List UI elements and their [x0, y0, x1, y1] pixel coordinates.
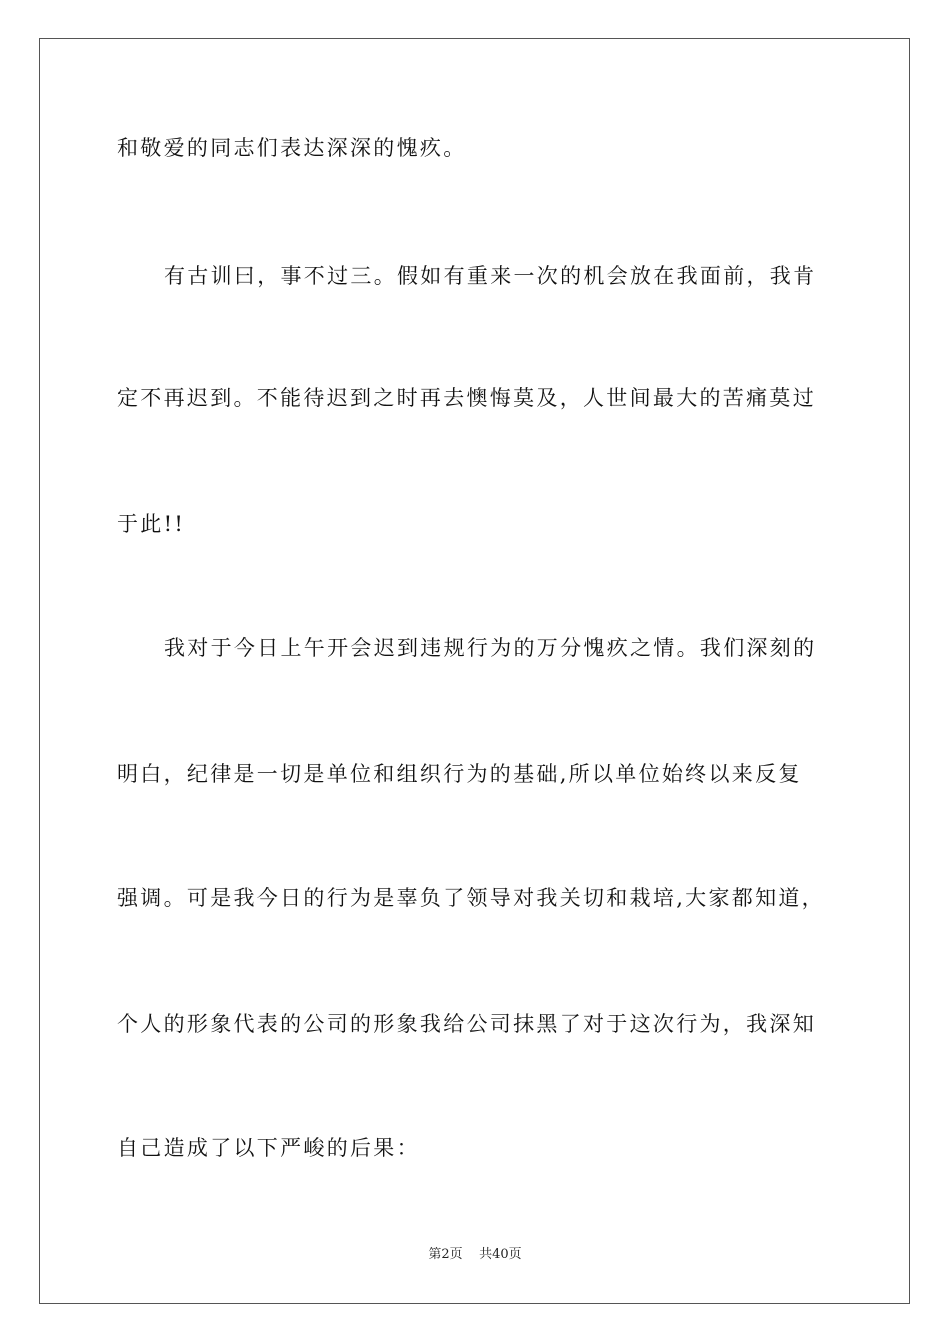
- total-pages: 共40页: [479, 1247, 522, 1262]
- paragraph-line-7: 强调。可是我今日的行为是辜负了领导对我关切和栽培,大家都知道，: [117, 886, 825, 910]
- page-footer: [0, 1246, 950, 1264]
- paragraph-line-1: 和敬爱的同志们表达深深的愧疚。: [117, 136, 467, 160]
- paragraph-line-8: 个人的形象代表的公司的形象我给公司抹黑了对于这次行为，我深知: [117, 1012, 816, 1036]
- page-border: [39, 38, 910, 1304]
- paragraph-line-6: 明白，纪律是一切是单位和组织行为的基础,所以单位始终以来反复: [117, 762, 802, 786]
- paragraph-line-9: 自己造成了以下严峻的后果：: [117, 1136, 420, 1160]
- paragraph-line-4: 于此!!: [117, 512, 186, 536]
- paragraph-line-5: 我对于今日上午开会迟到违规行为的万分愧疚之情。我们深刻的: [164, 636, 817, 660]
- page-number: 第2页: [428, 1247, 463, 1262]
- paragraph-line-2: 有古训曰，事不过三。假如有重来一次的机会放在我面前，我肯: [164, 264, 817, 288]
- paragraph-line-3: 定不再迟到。不能待迟到之时再去懊悔莫及，人世间最大的苦痛莫过: [117, 386, 816, 410]
